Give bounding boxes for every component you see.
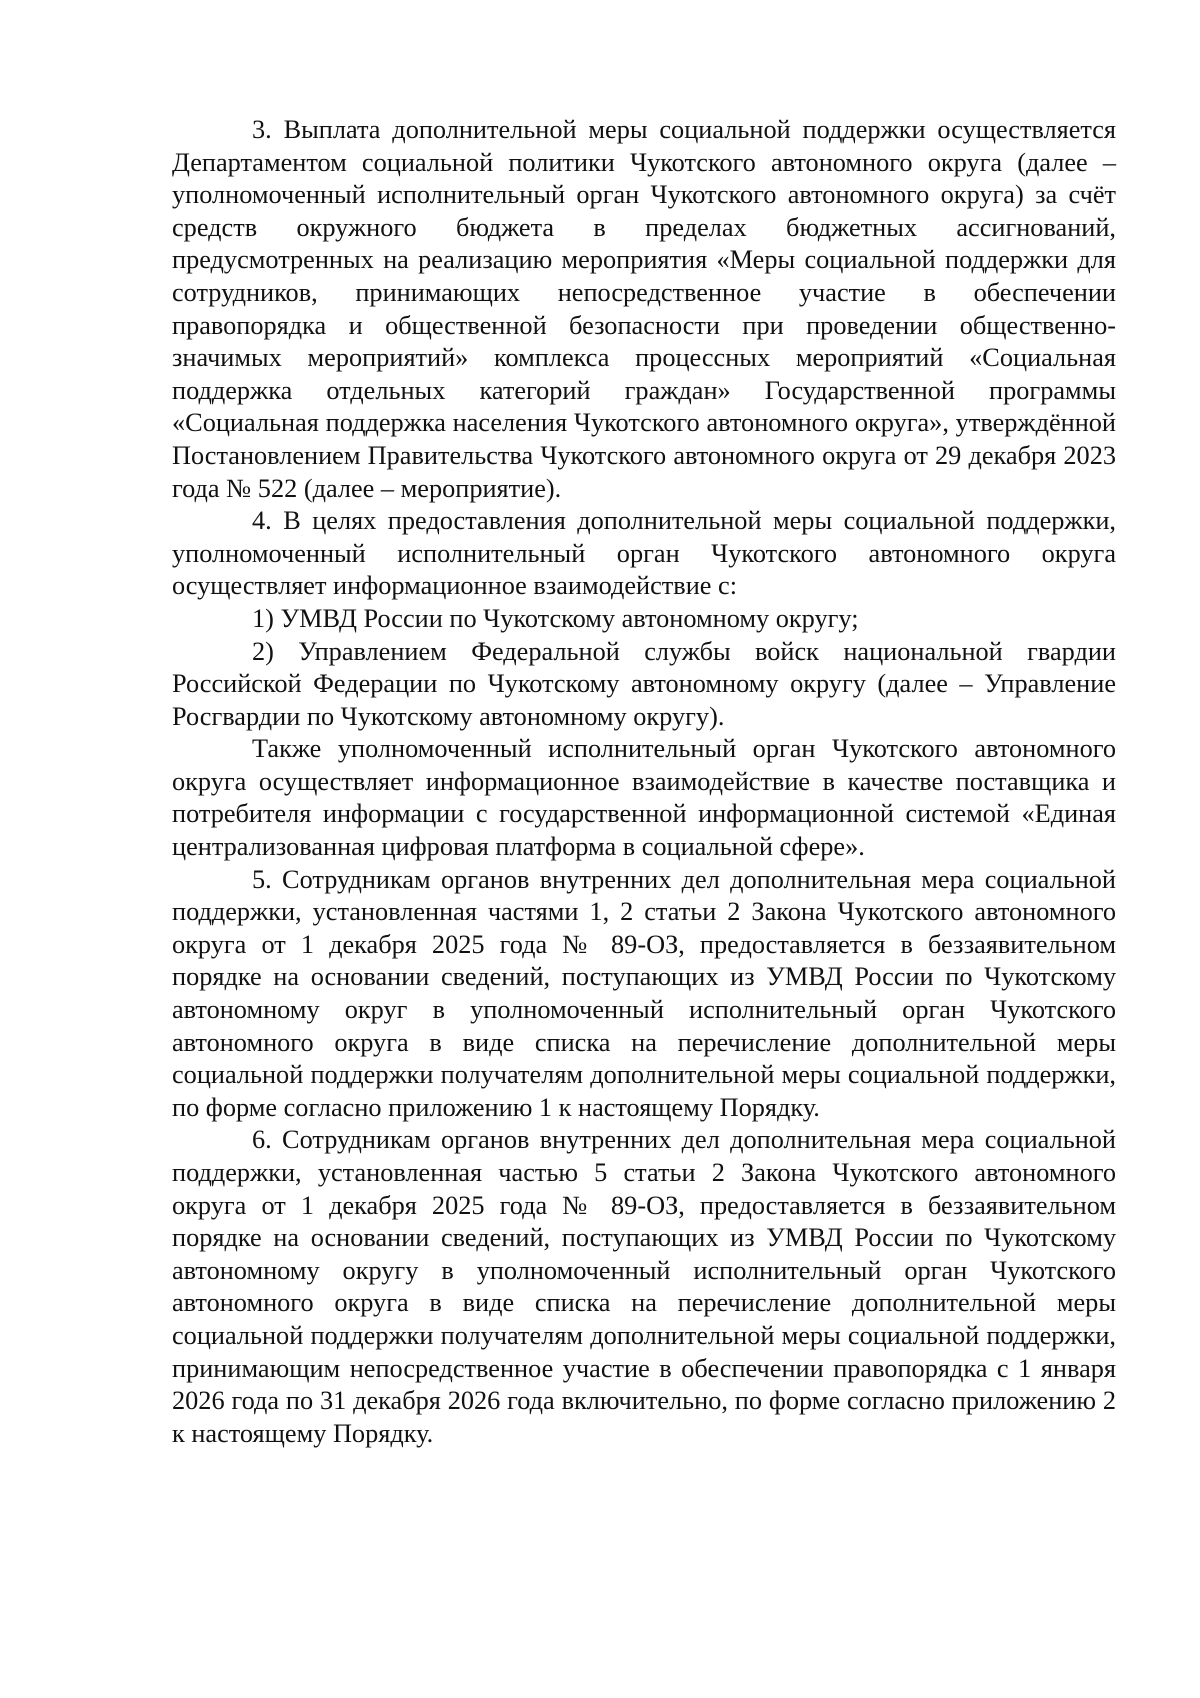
paragraph-5-police-support: 5. Сотрудникам органов внутренних дел дополнительная мера социальной поддержки, установленная частями 1, 2 статьи 2 Закона Чукотского автономного округа от 1 декабря 2025 года № 89-ОЗ, предоставляется в беззаявительном порядке на основании сведений, поступающих из УМВД России по Чукотскому автономному округ в уполномоченный исполнительный орган Чукотского автономного округа в виде списка на перечисление дополнительной меры социальной поддержки получателям дополнительной меры социальной поддержки, по форме согласно приложению 1 к настоящему Порядку. [172,864,1116,1122]
paragraph-6-police-support: 6. Сотрудникам органов внутренних дел дополнительная мера социальной поддержки, установленная частью 5 статьи 2 Закона Чукотского автономного округа от 1 декабря 2025 года № 89-ОЗ, предоставляется в беззаявительном порядке на основании сведений, поступающих из УМВД России по Чукотскому автономному округу в уполномоченный исполнительный орган Чукотского автономного округа в виде списка на перечисление дополнительной меры социальной поддержки получателям дополнительной меры социальной поддержки, принимающим непосредственное участие в обеспечении правопорядка с 1 января 2026 года по 31 декабря 2026 года включительно, по форме согласно приложению 2 к настоящему Порядку. [172,1125,1116,1448]
paragraph-3-payment: 3. Выплата дополнительной меры социальной поддержки осуществляется Департаментом социальной политики Чукотского автономного округа (далее – уполномоченный исполнительный орган Чукотского автономного округа) за счёт средств окружного бюджета в пределах бюджетных ассигнований, предусмотренных на реализацию мероприятия «Меры социальной поддержки для сотрудников, принимающих непосредственное участие в обеспечении правопорядка и общественной безопасности при проведении общественно-значимых мероприятий» комплекса процессных мероприятий «Социальная поддержка отдельных категорий граждан» Государственной программы «Социальная поддержка населения Чукотского автономного округа», утверждённой Постановлением Правительства Чукотского автономного округа от 29 декабря 2023 года № 522 (далее – мероприятие). [172,115,1116,503]
list-item-rosgvardia: 2) Управлением Федеральной службы войск национальной гвардии Российской Федерации по Чукотскому автономному округу (далее – Управление Росгвардии по Чукотскому автономному округу). [172,636,1116,731]
list-item-umvd: 1) УМВД России по Чукотскому автономному округу; [252,603,859,633]
document-page [172,114,1116,1450]
paragraph-4-interaction: 4. В целях предоставления дополнительной меры социальной поддержки, уполномоченный исполнительный орган Чукотского автономного округа осуществляет информационное взаимодействие с: [172,506,1116,601]
paragraph-also-interaction: Также уполномоченный исполнительный орган Чукотского автономного округа осуществляет информационное взаимодействие в качестве поставщика и потребителя информации с государственной информационной системой «Единая централизованная цифровая платформа в социальной сфере». [172,734,1116,862]
